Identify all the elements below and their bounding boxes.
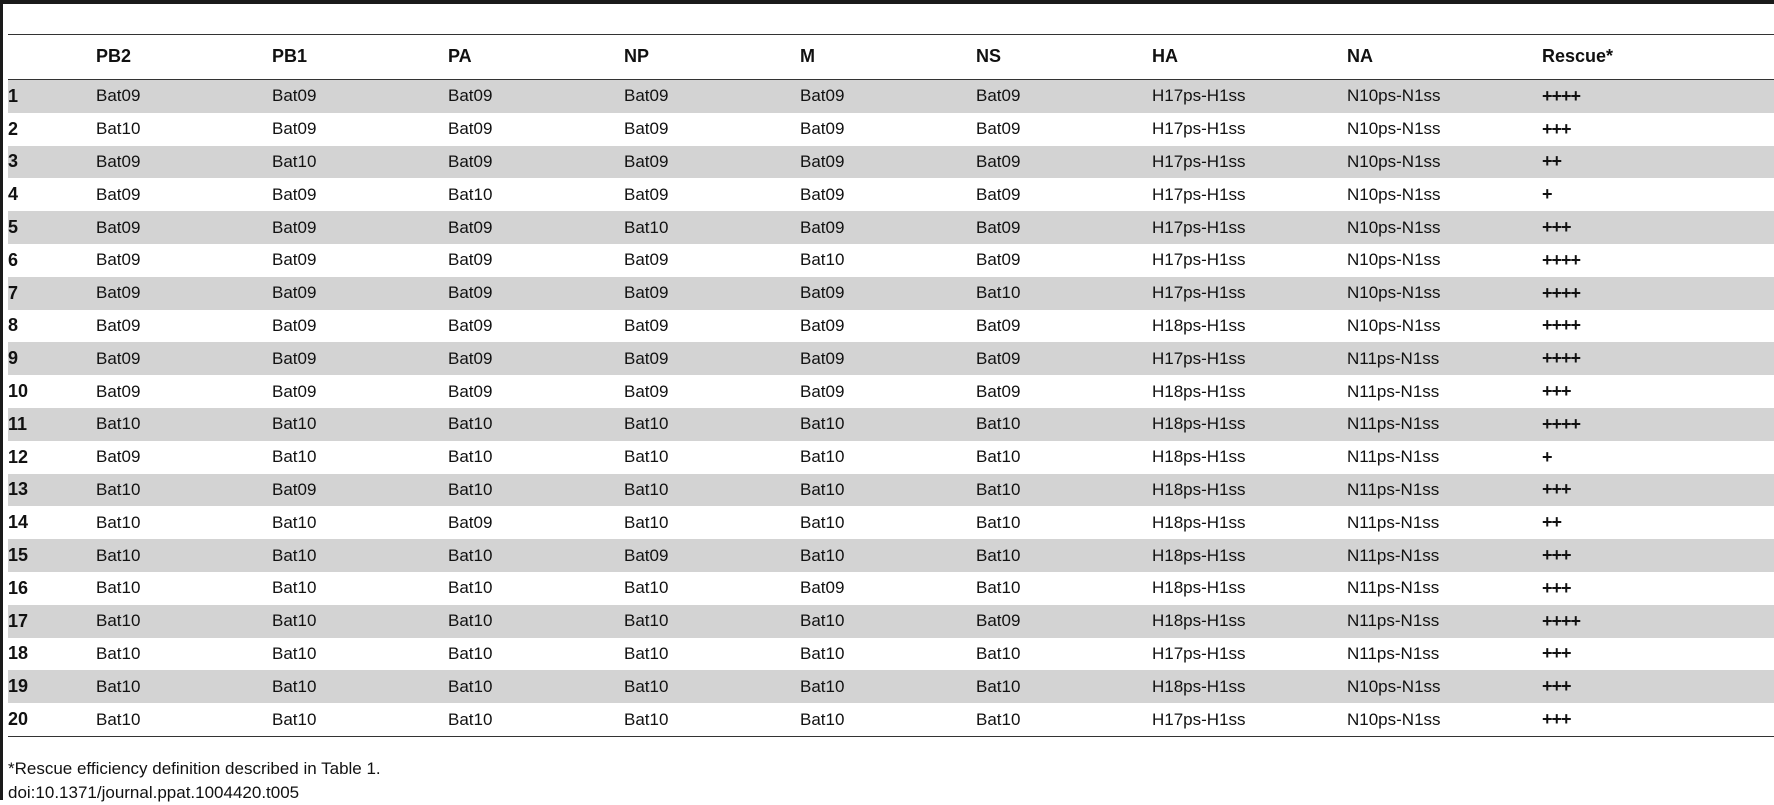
table-footer bbox=[8, 757, 381, 805]
row-index: 9 bbox=[8, 348, 19, 369]
table-cell: Bat09 bbox=[272, 381, 317, 401]
table-cell: Bat10 bbox=[624, 217, 669, 237]
row-index: 6 bbox=[8, 249, 19, 270]
header-m: M bbox=[800, 34, 976, 80]
table-cell: Bat09 bbox=[800, 283, 845, 303]
rescue-cell: +++ bbox=[1542, 118, 1571, 139]
table-cell: Bat09 bbox=[976, 348, 1021, 368]
table-cell: H17ps-H1ss bbox=[1152, 119, 1246, 139]
table-cell: Bat10 bbox=[448, 184, 493, 204]
table-cell: Bat10 bbox=[272, 676, 317, 696]
table-cell: H18ps-H1ss bbox=[1152, 676, 1246, 696]
header-pb2: PB2 bbox=[96, 34, 272, 80]
table-cell: Bat09 bbox=[624, 119, 669, 139]
table-cell: Bat10 bbox=[448, 479, 493, 499]
row-index: 1 bbox=[8, 85, 19, 106]
table-row bbox=[8, 342, 1774, 375]
table-cell: Bat10 bbox=[976, 643, 1021, 663]
table-cell: Bat10 bbox=[448, 676, 493, 696]
table-cell: Bat10 bbox=[976, 578, 1021, 598]
rescue-cell: ++ bbox=[1542, 151, 1562, 172]
row-index: 19 bbox=[8, 676, 29, 697]
table-cell: N10ps-N1ss bbox=[1347, 703, 1542, 736]
table-cell: H17ps-H1ss bbox=[1152, 250, 1246, 270]
table-cell: Bat10 bbox=[448, 414, 493, 434]
header-pa: PA bbox=[448, 34, 624, 80]
table-cell: Bat10 bbox=[976, 414, 1021, 434]
header-index bbox=[8, 34, 96, 80]
table-row bbox=[8, 80, 1774, 113]
table-cell: Bat10 bbox=[96, 703, 272, 736]
table-cell: H17ps-H1ss bbox=[1152, 643, 1246, 663]
table-cell: Bat10 bbox=[976, 703, 1152, 736]
table-cell: Bat09 bbox=[448, 348, 493, 368]
rescue-cell: + bbox=[1542, 446, 1552, 467]
table-cell: Bat10 bbox=[448, 545, 493, 565]
table-cell: Bat09 bbox=[272, 86, 317, 106]
table-cell: Bat09 bbox=[624, 348, 669, 368]
table-cell: Bat10 bbox=[624, 676, 669, 696]
table-cell: Bat09 bbox=[624, 315, 669, 335]
table-cell: Bat09 bbox=[272, 250, 317, 270]
table-cell: Bat10 bbox=[96, 676, 141, 696]
table-cell: Bat09 bbox=[448, 512, 493, 532]
table-cell: Bat09 bbox=[800, 184, 845, 204]
doi-text: doi:10.1371/journal.ppat.1004420.t005 bbox=[8, 783, 300, 802]
header-np: NP bbox=[624, 34, 800, 80]
table-row bbox=[8, 506, 1774, 539]
table-cell: Bat09 bbox=[448, 315, 493, 335]
rescue-cell: +++ bbox=[1542, 676, 1571, 697]
table-cell: N11ps-N1ss bbox=[1347, 479, 1440, 499]
table-cell: Bat09 bbox=[800, 315, 845, 335]
table-cell: Bat10 bbox=[624, 479, 669, 499]
table-row bbox=[8, 113, 1774, 146]
table-cell: N10ps-N1ss bbox=[1347, 184, 1441, 204]
header-ha: HA bbox=[1152, 34, 1347, 80]
table-cell: N10ps-N1ss bbox=[1347, 86, 1441, 106]
table-cell: Bat10 bbox=[272, 447, 317, 467]
table-row bbox=[8, 408, 1774, 441]
table-cell: Bat09 bbox=[96, 447, 141, 467]
row-index: 14 bbox=[8, 512, 29, 533]
rescue-cell: ++++ bbox=[1542, 282, 1581, 303]
table-cell: Bat09 bbox=[624, 151, 669, 171]
table-cell: Bat10 bbox=[272, 151, 317, 171]
table-cell: Bat10 bbox=[96, 578, 141, 598]
table-row bbox=[8, 178, 1774, 211]
table-cell: H18ps-H1ss bbox=[1152, 545, 1246, 565]
rescue-cell: ++++ bbox=[1542, 413, 1581, 434]
table-cell: N11ps-N1ss bbox=[1347, 643, 1440, 663]
table-cell: Bat10 bbox=[448, 611, 493, 631]
table-cell: Bat09 bbox=[448, 217, 493, 237]
table-cell: Bat10 bbox=[272, 643, 317, 663]
table-body bbox=[8, 80, 1774, 737]
table-cell: Bat09 bbox=[976, 217, 1021, 237]
table-cell: N11ps-N1ss bbox=[1347, 578, 1440, 598]
table-row bbox=[8, 703, 1774, 736]
row-index: 5 bbox=[8, 217, 19, 238]
table-cell: Bat09 bbox=[448, 119, 493, 139]
table-cell: Bat10 bbox=[976, 676, 1021, 696]
table-cell: Bat10 bbox=[448, 703, 624, 736]
table-cell: N10ps-N1ss bbox=[1347, 676, 1441, 696]
table-cell: N11ps-N1ss bbox=[1347, 348, 1440, 368]
table-cell: Bat09 bbox=[800, 381, 845, 401]
table-cell: Bat09 bbox=[624, 545, 669, 565]
row-index: 12 bbox=[8, 446, 29, 467]
table-cell: H18ps-H1ss bbox=[1152, 381, 1246, 401]
table-cell: Bat09 bbox=[976, 611, 1021, 631]
table-cell: Bat10 bbox=[976, 545, 1021, 565]
table-cell: Bat09 bbox=[800, 86, 845, 106]
rescue-cell: ++++ bbox=[1542, 348, 1581, 369]
table-cell: H17ps-H1ss bbox=[1152, 184, 1246, 204]
table-cell: Bat09 bbox=[976, 315, 1021, 335]
table-cell: Bat10 bbox=[976, 479, 1021, 499]
table-container bbox=[8, 34, 1774, 737]
table-cell: H18ps-H1ss bbox=[1152, 578, 1246, 598]
table-cell: Bat09 bbox=[624, 250, 669, 270]
left-border-rule bbox=[0, 0, 3, 800]
table-cell: Bat09 bbox=[624, 283, 669, 303]
header-ns: NS bbox=[976, 34, 1152, 80]
table-cell: Bat09 bbox=[976, 86, 1021, 106]
table-cell: Bat10 bbox=[272, 512, 317, 532]
row-index: 8 bbox=[8, 315, 19, 336]
table-cell: Bat10 bbox=[624, 447, 669, 467]
table-cell: Bat09 bbox=[448, 250, 493, 270]
table-cell: Bat10 bbox=[976, 512, 1021, 532]
table-cell: Bat10 bbox=[624, 643, 669, 663]
table-row bbox=[8, 211, 1774, 244]
rescue-cell: +++ bbox=[1542, 643, 1571, 664]
table-cell: Bat10 bbox=[272, 703, 448, 736]
row-index: 10 bbox=[8, 381, 29, 402]
table-cell: Bat09 bbox=[800, 217, 845, 237]
table-cell: Bat10 bbox=[800, 703, 976, 736]
table-header-row bbox=[8, 34, 1774, 80]
top-border-rule bbox=[0, 0, 1774, 4]
table-cell: N11ps-N1ss bbox=[1347, 447, 1440, 467]
table-cell: Bat10 bbox=[624, 512, 669, 532]
row-index: 16 bbox=[8, 577, 29, 598]
table-cell: H18ps-H1ss bbox=[1152, 611, 1246, 631]
table-cell: Bat09 bbox=[448, 283, 493, 303]
table-cell: Bat10 bbox=[272, 414, 317, 434]
table-cell: H17ps-H1ss bbox=[1152, 283, 1246, 303]
rescue-cell: ++++ bbox=[1542, 315, 1581, 336]
table-cell: Bat10 bbox=[624, 578, 669, 598]
table-cell: H17ps-H1ss bbox=[1152, 348, 1246, 368]
table-cell: H17ps-H1ss bbox=[1152, 217, 1246, 237]
table-cell: Bat10 bbox=[800, 250, 845, 270]
row-index: 18 bbox=[8, 643, 29, 664]
table-row bbox=[8, 244, 1774, 277]
table-cell: Bat10 bbox=[800, 611, 845, 631]
table-cell: N10ps-N1ss bbox=[1347, 283, 1441, 303]
table-cell: Bat09 bbox=[800, 119, 845, 139]
table-cell: H18ps-H1ss bbox=[1152, 479, 1246, 499]
table-row bbox=[8, 638, 1774, 671]
table-cell: Bat09 bbox=[624, 86, 669, 106]
table-cell: N11ps-N1ss bbox=[1347, 611, 1440, 631]
table-cell: Bat09 bbox=[272, 184, 317, 204]
table-cell: N11ps-N1ss bbox=[1347, 545, 1440, 565]
table-cell: H18ps-H1ss bbox=[1152, 414, 1246, 434]
table-row bbox=[8, 572, 1774, 605]
rescue-cell: ++++ bbox=[1542, 85, 1581, 106]
table-cell: Bat10 bbox=[96, 545, 141, 565]
table-cell: H18ps-H1ss bbox=[1152, 512, 1246, 532]
table-row bbox=[8, 375, 1774, 408]
table-cell: Bat09 bbox=[624, 184, 669, 204]
row-index: 3 bbox=[8, 151, 19, 172]
row-index: 11 bbox=[8, 413, 28, 434]
table-cell: Bat10 bbox=[272, 611, 317, 631]
table-cell: Bat09 bbox=[976, 119, 1021, 139]
rescue-cell: + bbox=[1542, 184, 1552, 205]
table-cell: Bat09 bbox=[272, 348, 317, 368]
table-cell: Bat09 bbox=[96, 151, 141, 171]
table-cell: N10ps-N1ss bbox=[1347, 151, 1441, 171]
table-cell: N10ps-N1ss bbox=[1347, 315, 1441, 335]
table-cell: Bat10 bbox=[624, 611, 669, 631]
table-cell: Bat10 bbox=[976, 283, 1021, 303]
rescue-cell: +++ bbox=[1542, 217, 1571, 238]
table-cell: N11ps-N1ss bbox=[1347, 414, 1440, 434]
table-row bbox=[8, 310, 1774, 343]
table-cell: N11ps-N1ss bbox=[1347, 381, 1440, 401]
table-cell: N10ps-N1ss bbox=[1347, 119, 1441, 139]
table-cell: Bat09 bbox=[976, 151, 1021, 171]
table-row bbox=[8, 474, 1774, 507]
table-cell: Bat10 bbox=[96, 119, 141, 139]
row-index: 7 bbox=[8, 282, 19, 303]
table-cell: Bat10 bbox=[96, 643, 141, 663]
reassortant-table bbox=[8, 34, 1774, 737]
rescue-cell: ++ bbox=[1542, 512, 1562, 533]
table-cell: H17ps-H1ss bbox=[1152, 151, 1246, 171]
table-cell: Bat09 bbox=[272, 119, 317, 139]
table-cell: Bat10 bbox=[800, 643, 845, 663]
table-cell: Bat10 bbox=[976, 447, 1021, 467]
table-cell: N10ps-N1ss bbox=[1347, 217, 1441, 237]
row-index: 4 bbox=[8, 184, 19, 205]
table-row bbox=[8, 146, 1774, 179]
table-cell: Bat09 bbox=[272, 479, 317, 499]
rescue-cell: +++ bbox=[1542, 703, 1774, 736]
table-cell: Bat09 bbox=[448, 381, 493, 401]
table-cell: Bat09 bbox=[96, 381, 141, 401]
table-cell: Bat09 bbox=[96, 86, 141, 106]
table-row bbox=[8, 605, 1774, 638]
rescue-cell: ++++ bbox=[1542, 610, 1581, 631]
table-cell: Bat09 bbox=[96, 250, 141, 270]
table-cell: Bat09 bbox=[976, 381, 1021, 401]
table-cell: Bat10 bbox=[800, 512, 845, 532]
table-cell: N11ps-N1ss bbox=[1347, 512, 1440, 532]
table-cell: Bat10 bbox=[800, 479, 845, 499]
table-cell: Bat09 bbox=[448, 151, 493, 171]
table-cell: Bat10 bbox=[624, 414, 669, 434]
row-index: 2 bbox=[8, 118, 19, 139]
rescue-cell: +++ bbox=[1542, 577, 1571, 598]
table-cell: Bat10 bbox=[800, 447, 845, 467]
table-cell: Bat09 bbox=[272, 283, 317, 303]
table-cell: Bat10 bbox=[96, 479, 141, 499]
table-cell: N10ps-N1ss bbox=[1347, 250, 1441, 270]
header-pb1: PB1 bbox=[272, 34, 448, 80]
table-cell: Bat09 bbox=[96, 283, 141, 303]
table-cell: Bat09 bbox=[272, 315, 317, 335]
table-cell: Bat10 bbox=[624, 703, 800, 736]
table-row bbox=[8, 277, 1774, 310]
table-cell: H17ps-H1ss bbox=[1152, 86, 1246, 106]
row-index: 13 bbox=[8, 479, 29, 500]
header-na: NA bbox=[1347, 34, 1542, 80]
rescue-cell: ++++ bbox=[1542, 249, 1581, 270]
table-cell: Bat10 bbox=[96, 512, 141, 532]
table-cell: H18ps-H1ss bbox=[1152, 315, 1246, 335]
table-cell: Bat09 bbox=[96, 217, 141, 237]
table-cell: H18ps-H1ss bbox=[1152, 447, 1246, 467]
table-row bbox=[8, 441, 1774, 474]
rescue-cell: +++ bbox=[1542, 381, 1571, 402]
table-cell: Bat09 bbox=[96, 315, 141, 335]
table-cell: Bat10 bbox=[448, 578, 493, 598]
table-cell: Bat10 bbox=[272, 578, 317, 598]
table-cell: Bat10 bbox=[800, 676, 845, 696]
table-cell: Bat10 bbox=[448, 643, 493, 663]
table-cell: Bat10 bbox=[800, 414, 845, 434]
row-index: 17 bbox=[8, 610, 29, 631]
table-cell: Bat09 bbox=[448, 86, 493, 106]
table-cell: Bat09 bbox=[976, 250, 1021, 270]
footnote: *Rescue efficiency definition described in Table 1. bbox=[8, 759, 381, 778]
table-cell: Bat09 bbox=[624, 381, 669, 401]
header-rescue: Rescue* bbox=[1542, 34, 1774, 80]
table-cell: Bat10 bbox=[272, 545, 317, 565]
table-cell: Bat10 bbox=[448, 447, 493, 467]
rescue-cell: +++ bbox=[1542, 479, 1571, 500]
table-row bbox=[8, 539, 1774, 572]
table-cell: Bat09 bbox=[96, 348, 141, 368]
table-cell: Bat09 bbox=[800, 578, 845, 598]
table-cell: Bat10 bbox=[96, 611, 141, 631]
row-index: 15 bbox=[8, 545, 29, 566]
table-cell: Bat10 bbox=[96, 414, 141, 434]
rescue-cell: +++ bbox=[1542, 545, 1571, 566]
table-cell: Bat09 bbox=[96, 184, 141, 204]
table-cell: Bat09 bbox=[272, 217, 317, 237]
table-cell: H17ps-H1ss bbox=[1152, 703, 1347, 736]
table-cell: Bat09 bbox=[800, 348, 845, 368]
row-index: 20 bbox=[8, 703, 96, 736]
table-cell: Bat09 bbox=[800, 151, 845, 171]
table-row bbox=[8, 670, 1774, 703]
table-cell: Bat10 bbox=[800, 545, 845, 565]
table-cell: Bat09 bbox=[976, 184, 1021, 204]
